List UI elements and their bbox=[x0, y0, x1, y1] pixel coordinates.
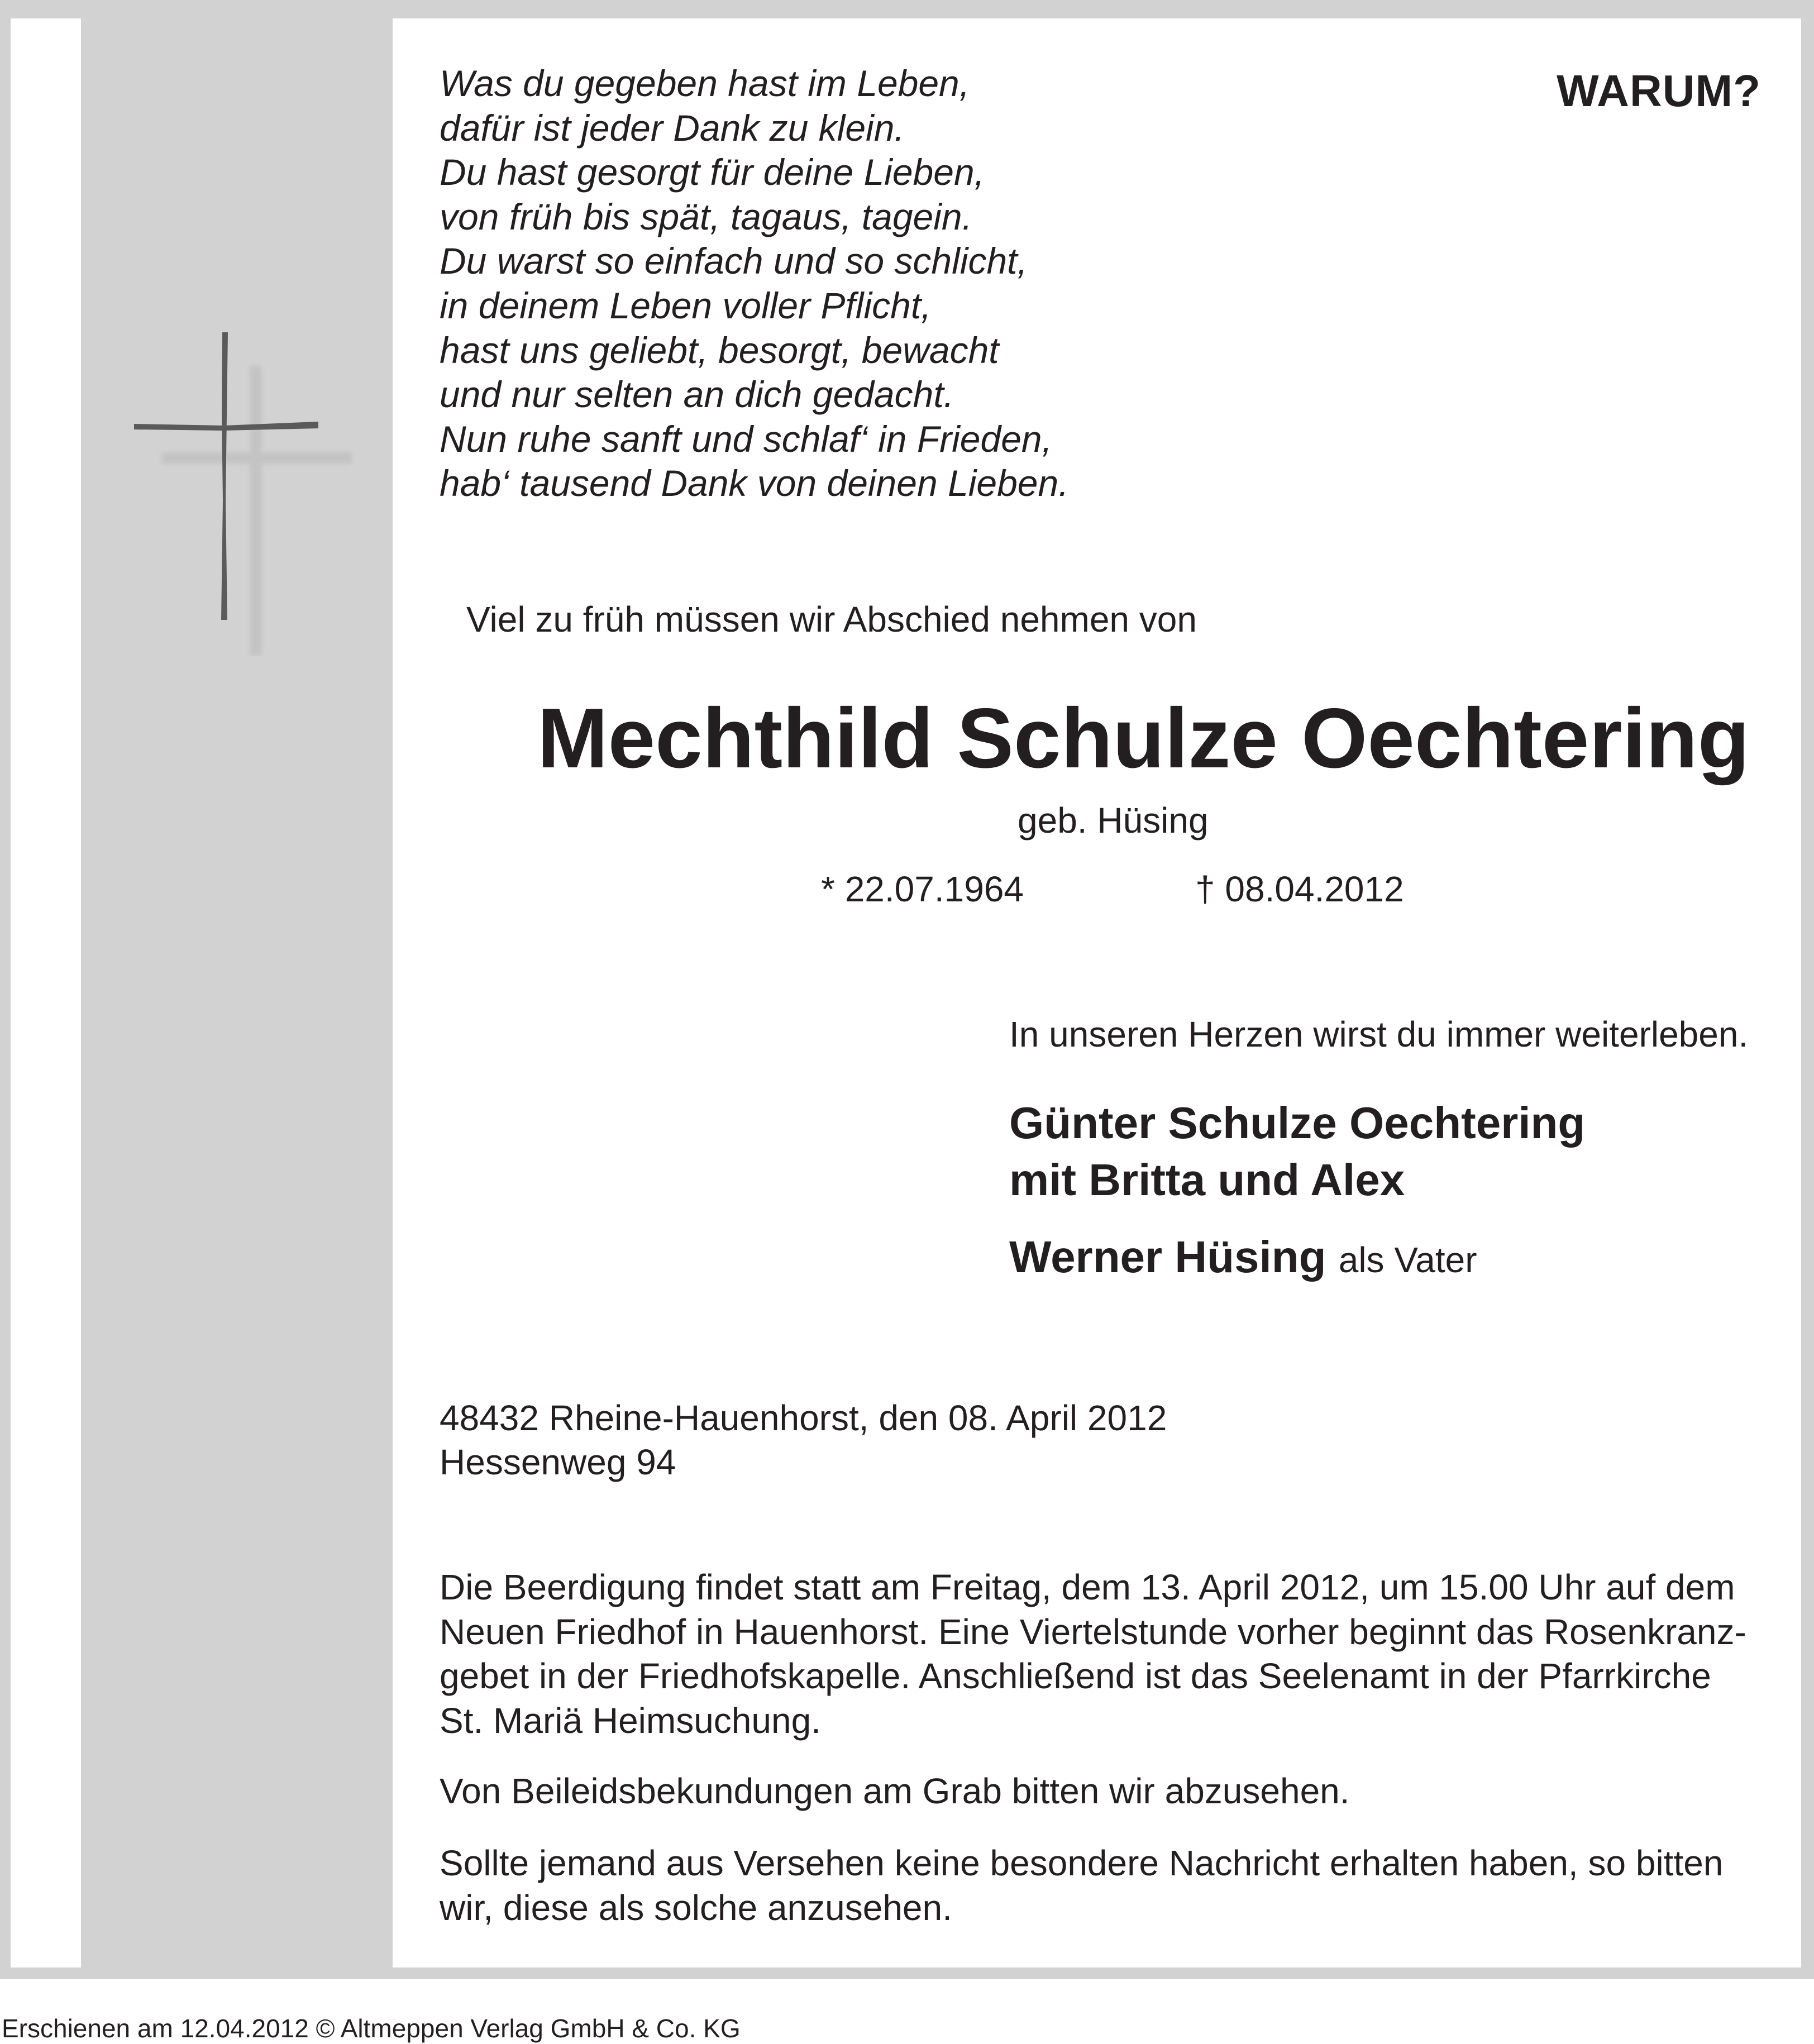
father-role: als Vater bbox=[1338, 1240, 1477, 1280]
poem-line: von früh bis spät, tagaus, tagein. bbox=[440, 195, 972, 237]
maiden-name: geb. Hüsing bbox=[1018, 800, 1209, 840]
address-block bbox=[440, 1396, 1167, 1484]
funeral-line: Neuen Friedhof in Hauenhorst. Eine Viertelstunde vorher beginnt das Rosenkranz- bbox=[440, 1611, 1746, 1652]
notice-line: wir, diese als solche anzusehen. bbox=[440, 1887, 952, 1928]
family-block bbox=[1009, 1095, 1585, 1209]
father-name: Werner Hüsing bbox=[1009, 1232, 1326, 1282]
poem bbox=[440, 61, 1069, 506]
funeral-details bbox=[440, 1565, 1780, 1743]
poem-line: Du warst so einfach und so schlicht, bbox=[440, 240, 1028, 282]
poem-line: dafür ist jeder Dank zu klein. bbox=[440, 107, 905, 149]
poem-line: hast uns geliebt, besorgt, bewacht bbox=[440, 329, 999, 371]
funeral-line: gebet in der Friedhofskapelle. Anschließend ist das Seelenamt in der Pfarrkirche bbox=[440, 1656, 1711, 1696]
address-line: Hessenweg 94 bbox=[440, 1442, 676, 1482]
notice-note bbox=[440, 1841, 1723, 1930]
poem-line: in deinem Leben voller Pflicht, bbox=[440, 284, 932, 326]
intro-line bbox=[0, 599, 1814, 640]
father-line bbox=[1009, 1231, 1477, 1283]
memorial-line: In unseren Herzen wirst du immer weiterleben. bbox=[1009, 1014, 1749, 1054]
poem-line: Nun ruhe sanft und schlaf‘ in Frieden, bbox=[440, 418, 1052, 460]
poem-line: Du hast gesorgt für deine Lieben, bbox=[440, 151, 985, 193]
poem-line: hab‘ tausend Dank von deinen Lieben. bbox=[440, 462, 1069, 504]
poem-line: Was du gegeben hast im Leben, bbox=[440, 63, 970, 104]
family-line: Günter Schulze Oechtering bbox=[1009, 1098, 1586, 1148]
notice-line: Sollte jemand aus Versehen keine besondere Nachricht erhalten haben, so bitten bbox=[440, 1843, 1724, 1883]
left-white-strip bbox=[11, 18, 81, 1967]
condolence-note: Von Beileidsbekundungen am Grab bitten wir abzusehen. bbox=[440, 1771, 1350, 1811]
death-date: † 08.04.2012 bbox=[1195, 869, 1404, 909]
deceased-name: Mechthild Schulze Oechtering bbox=[537, 691, 1750, 786]
publication-footer: Erschienen am 12.04.2012 © Altmeppen Verlag GmbH & Co. KG bbox=[2, 2014, 741, 2043]
birth-date: * 22.07.1964 bbox=[821, 869, 1024, 909]
address-line: 48432 Rheine-Hauenhorst, den 08. April 2012 bbox=[440, 1398, 1167, 1438]
cross-vertical bbox=[221, 332, 228, 620]
funeral-line: Die Beerdigung findet statt am Freitag, dem 13. April 2012, um 15.00 Uhr auf dem bbox=[440, 1567, 1735, 1607]
family-line: mit Britta und Alex bbox=[1009, 1155, 1405, 1205]
poem-line: und nur selten an dich gedacht. bbox=[440, 374, 954, 416]
intro-text: Viel zu früh müssen wir Abschied nehmen von bbox=[466, 599, 1197, 639]
funeral-line: St. Mariä Heimsuchung. bbox=[440, 1700, 821, 1741]
page-title: WARUM? bbox=[1557, 66, 1761, 116]
